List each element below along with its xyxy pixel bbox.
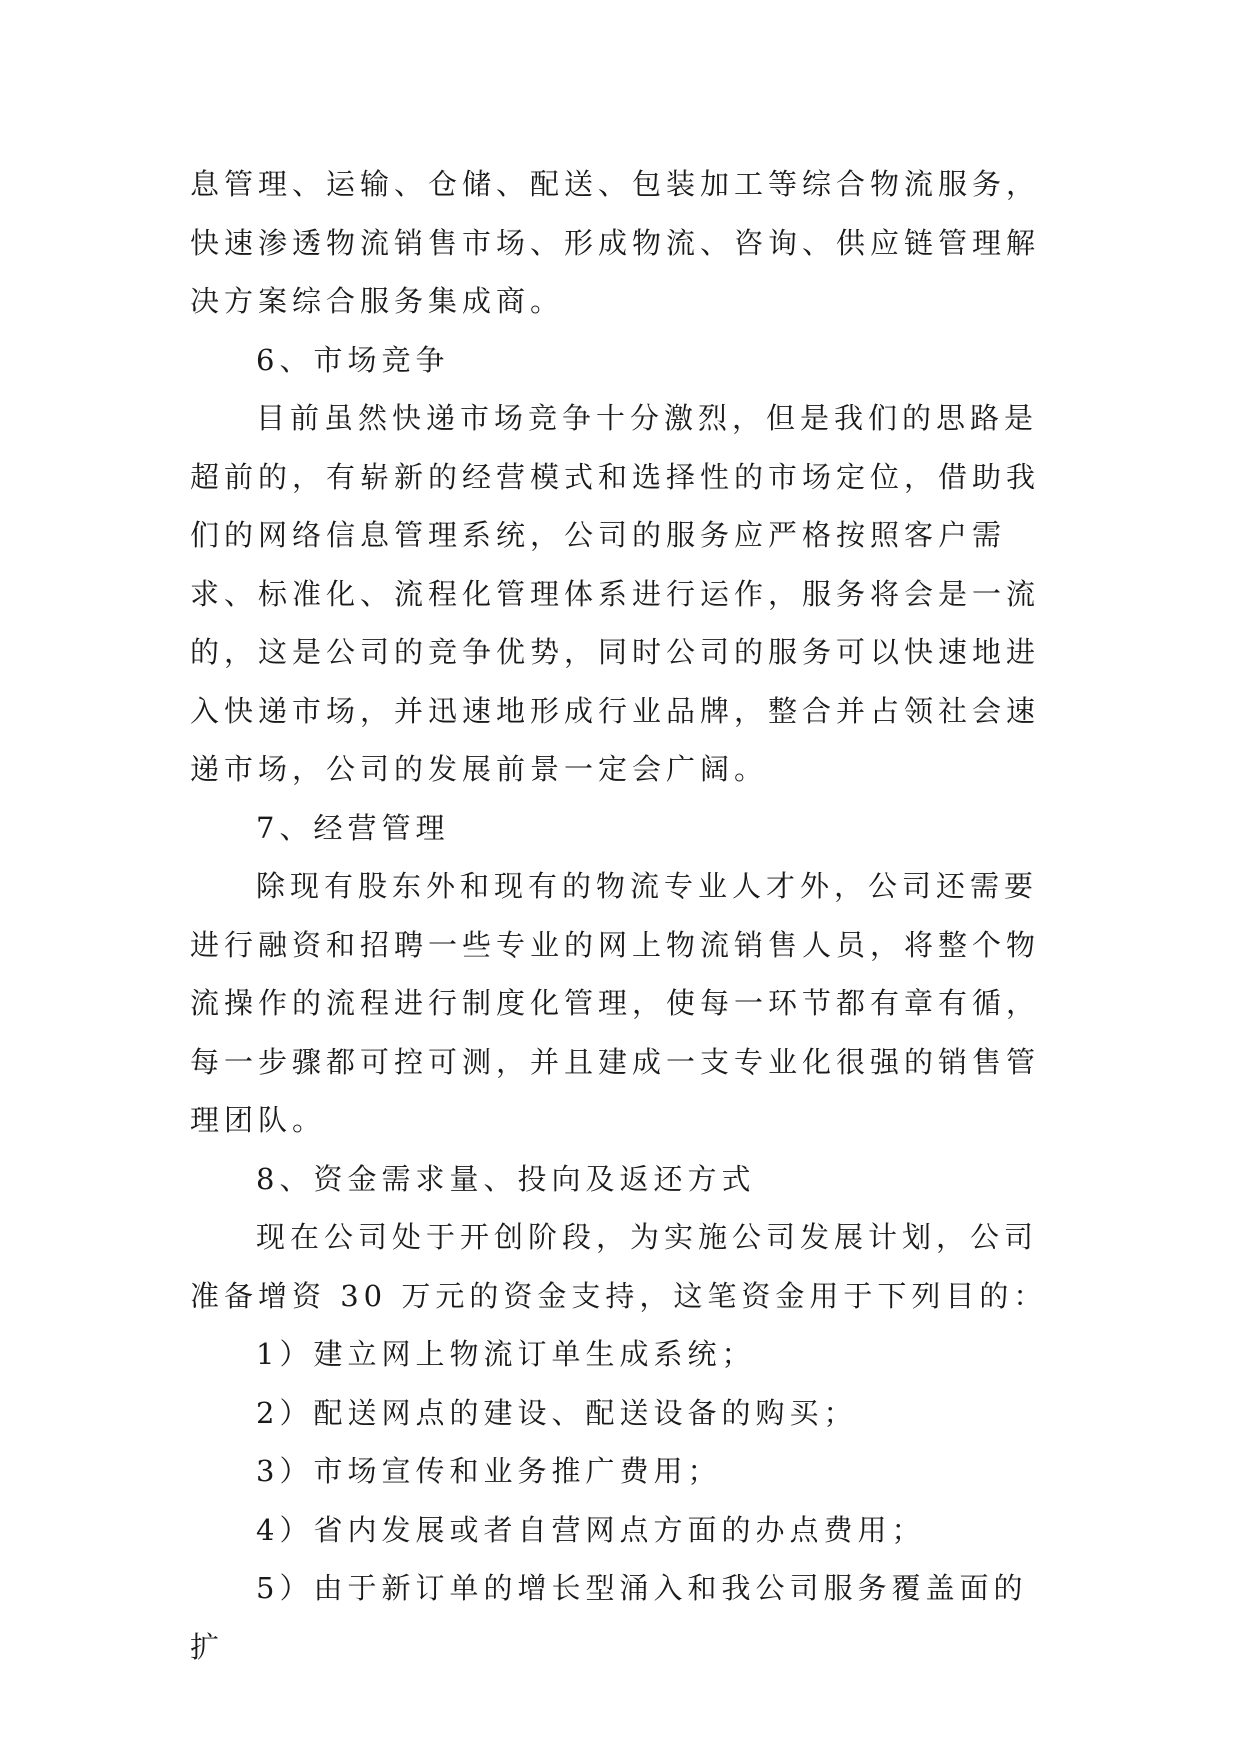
section-heading-6: 6、市场竞争: [256, 342, 450, 377]
section-heading-8: 8、资金需求量、投向及返还方式: [256, 1161, 756, 1196]
list-item-4: 4）省内发展或者自营网点方面的办点费用；: [256, 1512, 926, 1547]
section-paragraph-6: 目前虽然快递市场竞争十分激烈，但是我们的思路是超前的，有崭新的经营模式和选择性的市场定位，借助我们的网络信息管理系统，公司的服务应严格按照客户需求、标准化、流程化管理体系进行运作，服务将会是一流的，这是公司的竞争优势，同时公司的服务可以快速地进入快递市场，并迅速地形成行业品牌，整合并占领社会速递市场，公司的发展前景一定会广阔。: [190, 401, 1041, 786]
list-item-3: 3）市场宣传和业务推广费用；: [256, 1454, 722, 1488]
intro-paragraph: 息管理、运输、仓储、配送、包装加工等综合物流服务，快速渗透物流销售市场、形成物流、咨询、供应链管理解决方案综合服务集成商。: [190, 167, 1041, 318]
section-paragraph-8: 现在公司处于开创阶段，为实施公司发展计划，公司准备增资 30 万元的资金支持，这笔资金用于下列目的：: [190, 1220, 1048, 1313]
list-item-5: 5）由于新订单的增长型涌入和我公司服务覆盖面的扩: [190, 1571, 1028, 1664]
list-item-2: 2）配送网点的建设、配送设备的购买；: [256, 1395, 858, 1430]
document-body: [190, 155, 1060, 1676]
list-item-1: 1）建立网上物流订单生成系统；: [256, 1337, 756, 1371]
section-heading-7: 7、经营管理: [256, 810, 450, 845]
section-paragraph-7: 除现有股东外和现有的物流专业人才外，公司还需要进行融资和招聘一些专业的网上物流销售人员，将整个物流操作的流程进行制度化管理，使每一环节都有章有循，每一步骤都可控可测，并且建成一支专业化很强的销售管理团队。: [190, 869, 1041, 1137]
